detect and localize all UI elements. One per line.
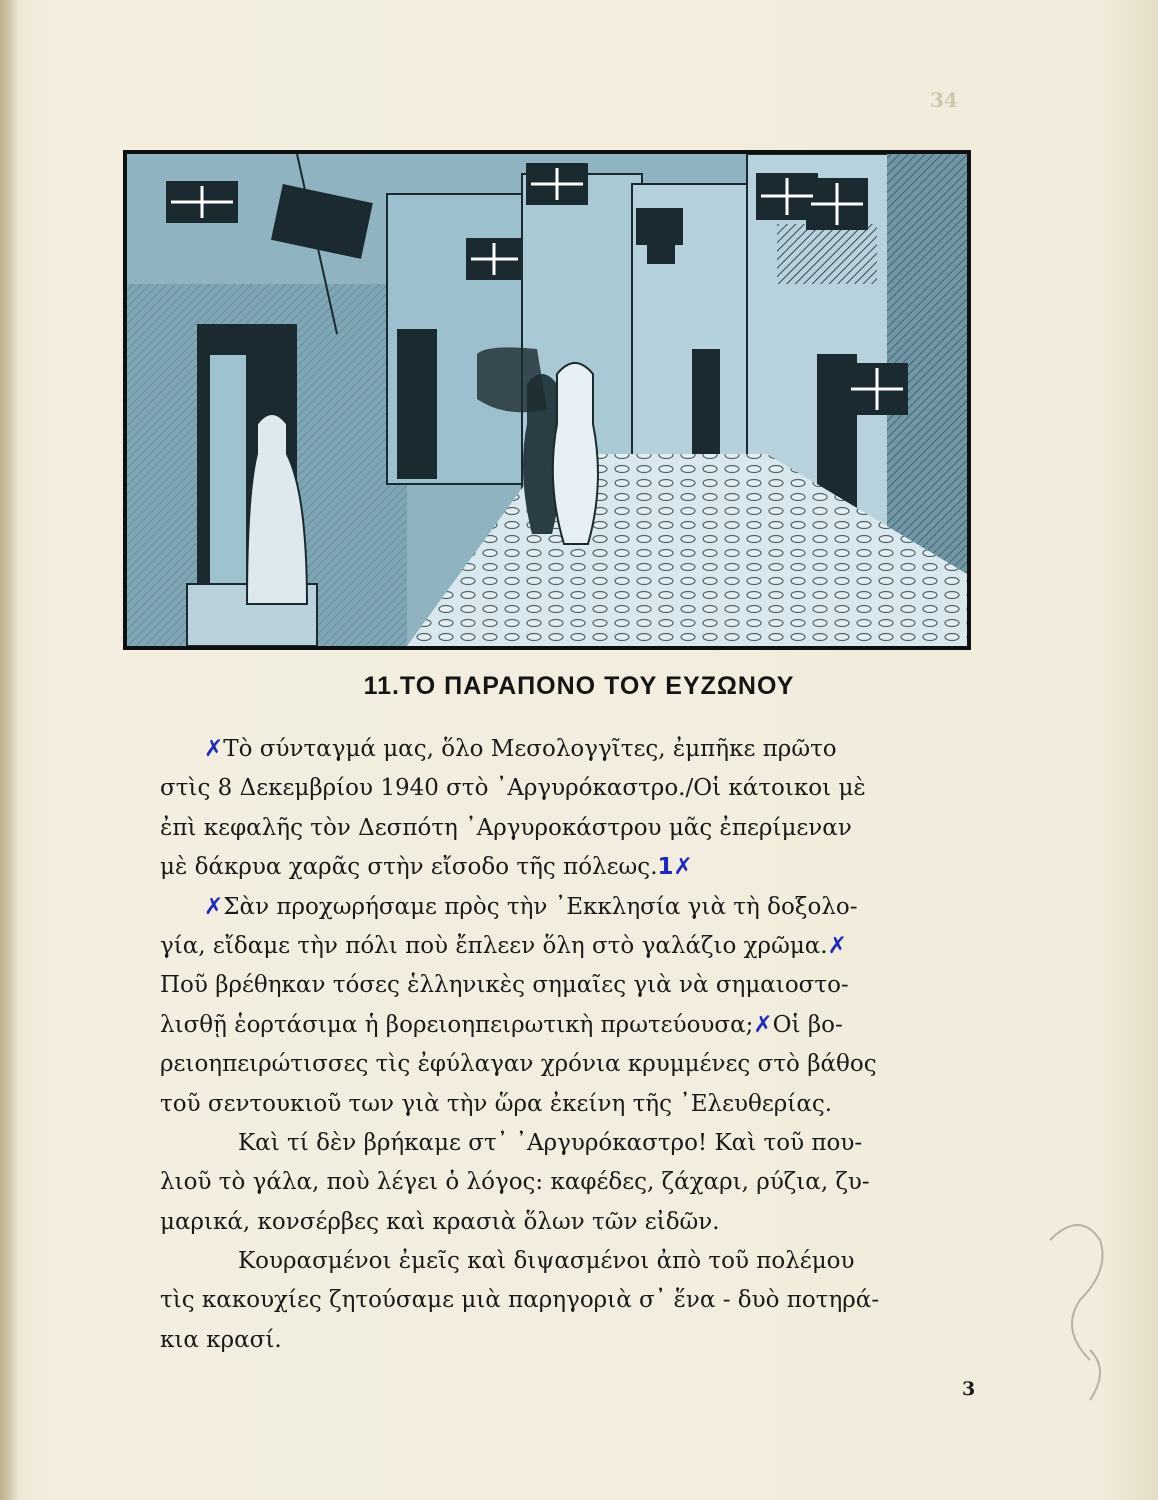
pen-x-mark: ✗ [204, 893, 224, 920]
text-line [160, 730, 986, 769]
pencil-scribble-drawing [1030, 1200, 1140, 1430]
spine-shadow [0, 0, 18, 1500]
pen-x-mark: ✗ [204, 736, 224, 762]
faint-corner-number: 34 [930, 88, 958, 112]
line-text: Σὰν προχωρήσαμε πρὸς τὴν ᾿Εκκλησία γιὰ τὴ δοξολο- [223, 893, 858, 920]
text-line [160, 1006, 986, 1045]
line-text: ρειοηπειρώτισσες τὶς ἐφύλαγαν χρόνια κρυμμένες στὸ βάθος [160, 1051, 877, 1078]
text-line [160, 809, 986, 848]
text-line [160, 1045, 986, 1084]
text-line [160, 1124, 986, 1163]
line-text: Ποῦ βρέθηκαν τόσες ἑλληνικὲς σημαῖες γιὰ νὰ σημαιοστο- [160, 972, 849, 999]
text-line [160, 848, 986, 887]
pen-x-mark: ✗ [753, 1011, 773, 1038]
text-line [160, 1163, 986, 1202]
line-text: τοῦ σεντουκιοῦ των γιὰ τὴν ὥρα ἐκείνη τῆς ᾿Ελευθερίας. [160, 1090, 833, 1117]
text-line [160, 927, 986, 966]
line-text: μὲ δάκρυα χαρᾶς στὴν εἴσοδο τῆς πόλεως. [160, 854, 658, 881]
pen-x-mark: 1✗ [657, 854, 693, 881]
page-number: 3 [962, 1378, 976, 1400]
chapter-title: 11.ΤΟ ΠΑΡΑΠΟΝΟ ΤΟΥ ΕΥΖΩΝΟΥ [363, 672, 795, 700]
line-text: Τὸ σύνταγμά μας, ὅλο Μεσολογγῖτες, ἐμπῆκε πρῶτο [223, 736, 837, 762]
line-text: τὶς κακουχίες ζητούσαμε μιὰ παρηγοριὰ σ᾿ ἕνα - δυὸ ποτηρά- [160, 1287, 880, 1314]
line-text: ἐπὶ κεφαλῆς τὸν Δεσπότη ᾿Αργυροκάστρου μᾶς ἐπερίμεναν [160, 814, 852, 841]
line-text: Καὶ τί δὲν βρήκαμε στ᾿ ᾿Αργυρόκαστρο! Καὶ τοῦ που- [238, 1129, 863, 1156]
line-text: μαρικά, κονσέρβες καὶ κρασιὰ ὅλων τῶν εἰδῶν. [160, 1208, 720, 1235]
text-line [160, 1281, 986, 1320]
pen-x-mark: ✗ [827, 932, 847, 959]
body-text [160, 730, 986, 1360]
line-text: λιοῦ τὸ γάλα, ποὺ λέγει ὁ λόγος: καφέδες, ζάχαρι, ρύζια, ζυ- [160, 1169, 870, 1196]
text-line [160, 1242, 986, 1281]
illustration-drawing [127, 154, 967, 646]
line-text: Κουρασμένοι ἐμεῖς καὶ διψασμένοι ἀπὸ τοῦ πολέμου [238, 1248, 855, 1275]
line-text: στὶς 8 Δεκεμβρίου 1940 στὸ ᾿Αργυρόκαστρο./Οἱ κάτοικοι μὲ [160, 775, 866, 802]
text-line [160, 1321, 986, 1360]
text-line [160, 1085, 986, 1124]
text-line [160, 888, 986, 927]
text-line [160, 966, 986, 1005]
text-line [160, 769, 986, 808]
street-illustration [123, 150, 971, 650]
line-text: λισθῇ ἑορτάσιμα ἡ βορειοηπειρωτικὴ πρωτεύουσα; [160, 1011, 754, 1038]
line-text: Οἱ βο- [772, 1011, 843, 1038]
line-text: κια κρασί. [160, 1326, 282, 1353]
line-text: γία, εἴδαμε τὴν πόλι ποὺ ἔπλεεν ὅλη στὸ γαλάζιο χρῶμα. [160, 932, 828, 959]
text-line [160, 1203, 986, 1242]
